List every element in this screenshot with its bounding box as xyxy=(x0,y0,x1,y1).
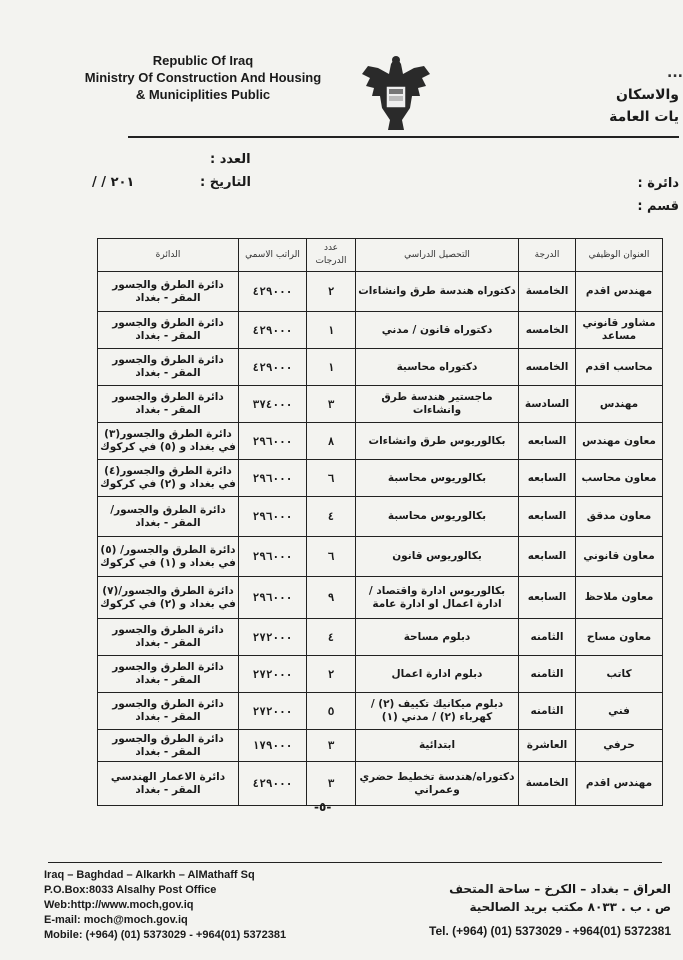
table-row xyxy=(98,762,663,806)
cell-salary: ٣٧٤٠٠٠ xyxy=(239,386,307,423)
footer-ar-pobox: ص . ب . ٨٠٣٣ مكتب بريد الصالحية xyxy=(469,900,671,914)
vacancies-table xyxy=(97,238,663,806)
header-department: الدائرة xyxy=(98,239,239,272)
cell-salary: ٢٧٢٠٠٠ xyxy=(239,693,307,730)
cell-count: ١ xyxy=(307,312,356,349)
cell-qualification: دكتوراه محاسبة xyxy=(356,349,519,386)
section-side-label: قسم : xyxy=(637,199,679,214)
cell-job-title: مهندس اقدم xyxy=(576,272,663,312)
department-side-label: دائرة : xyxy=(637,176,679,191)
cell-qualification: بكالوريوس طرق وانشاءات xyxy=(356,423,519,460)
cell-department: دائرة الطرق والجسور(٣) في بغداد و (٥) في كركوك xyxy=(98,423,239,460)
cell-grade: السابعه xyxy=(519,423,576,460)
cell-grade: السابعه xyxy=(519,577,576,619)
cell-grade: السابعه xyxy=(519,537,576,577)
cell-count: ٣ xyxy=(307,762,356,806)
cell-salary: ١٧٩٠٠٠ xyxy=(239,730,307,762)
cell-count: ٥ xyxy=(307,693,356,730)
cell-qualification: بكالوريوس ادارة واقتصاد / ادارة اعمال او ادارة عامة xyxy=(356,577,519,619)
header-municipalities: & Municiplities Public xyxy=(135,87,271,102)
cell-department: دائرة الطرق والجسور المقر - بغداد xyxy=(98,272,239,312)
footer-address: Iraq – Baghdad – Alkarkh – AlMathaff Sq xyxy=(44,869,255,881)
footer-english xyxy=(44,868,286,943)
cell-qualification: دكتوراه هندسة طرق وانشاءات xyxy=(356,272,519,312)
footer-telephone: Tel. (+964) (01) 5373029 - +964(01) 5372381 xyxy=(429,924,671,938)
cell-department: دائرة الطرق والجسور المقر - بغداد xyxy=(98,312,239,349)
cell-salary: ٢٩٦٠٠٠ xyxy=(239,460,307,497)
footer-email-link[interactable]: E-mail: moch@moch.gov.iq xyxy=(44,914,188,926)
table-row xyxy=(98,537,663,577)
cell-salary: ٢٧٢٠٠٠ xyxy=(239,656,307,693)
table-row xyxy=(98,272,663,312)
header-ar-line3: يات العامة xyxy=(609,109,679,125)
table-row xyxy=(98,619,663,656)
cell-salary: ٤٢٩٠٠٠ xyxy=(239,272,307,312)
cell-qualification: بكالوريوس محاسبة xyxy=(356,497,519,537)
cell-job-title: معاون مساح xyxy=(576,619,663,656)
cell-count: ٢ xyxy=(307,272,356,312)
header-job-title: العنوان الوظيفي xyxy=(576,239,663,272)
cell-grade: العاشرة xyxy=(519,730,576,762)
cell-department: دائرة الطرق والجسور/ (٥) في بغداد و (١) في كركوك xyxy=(98,537,239,577)
ministry-header-english xyxy=(78,52,328,103)
cell-grade: الخامسه xyxy=(519,349,576,386)
cell-qualification: ماجستير هندسة طرق وانشاءات xyxy=(356,386,519,423)
cell-count: ٣ xyxy=(307,730,356,762)
cell-grade: الثامنه xyxy=(519,693,576,730)
table-row xyxy=(98,577,663,619)
table-row xyxy=(98,656,663,693)
cell-grade: السابعه xyxy=(519,497,576,537)
cell-count: ٣ xyxy=(307,386,356,423)
cell-department: دائرة الطرق والجسور المقر - بغداد xyxy=(98,656,239,693)
cell-grade: السادسة xyxy=(519,386,576,423)
cell-job-title: كاتب xyxy=(576,656,663,693)
table-row xyxy=(98,386,663,423)
header-salary: الراتب الاسمي xyxy=(239,239,307,272)
page-number: -٥- xyxy=(314,800,332,814)
cell-count: ٢ xyxy=(307,656,356,693)
table-row xyxy=(98,312,663,349)
cell-qualification: دبلوم ادارة اعمال xyxy=(356,656,519,693)
cell-job-title: مهندس xyxy=(576,386,663,423)
header-ar-line1: ... xyxy=(667,65,683,81)
cell-grade: الخامسة xyxy=(519,762,576,806)
cell-department: دائرة الطرق والجسور المقر - بغداد xyxy=(98,693,239,730)
cell-job-title: معاون ملاحظ xyxy=(576,577,663,619)
cell-grade: السابعه xyxy=(519,460,576,497)
cell-salary: ٤٢٩٠٠٠ xyxy=(239,762,307,806)
cell-job-title: حرفي xyxy=(576,730,663,762)
cell-count: ١ xyxy=(307,349,356,386)
cell-grade: الثامنه xyxy=(519,619,576,656)
cell-count: ٤ xyxy=(307,497,356,537)
cell-count: ٤ xyxy=(307,619,356,656)
cell-job-title: معاون قانوني xyxy=(576,537,663,577)
table-header-row xyxy=(98,239,663,272)
header-divider xyxy=(128,136,679,138)
cell-department: دائرة الطرق والجسور/ المقر - بغداد xyxy=(98,497,239,537)
cell-salary: ٢٩٦٠٠٠ xyxy=(239,537,307,577)
ministry-header-arabic xyxy=(544,62,683,128)
cell-salary: ٢٧٢٠٠٠ xyxy=(239,619,307,656)
cell-job-title: مشاور قانوني مساعد xyxy=(576,312,663,349)
cell-department: دائرة الطرق والجسور المقر - بغداد xyxy=(98,730,239,762)
cell-count: ٦ xyxy=(307,537,356,577)
cell-grade: الثامنه xyxy=(519,656,576,693)
number-label: العدد : xyxy=(210,152,251,167)
table-row xyxy=(98,693,663,730)
cell-salary: ٢٩٦٠٠٠ xyxy=(239,577,307,619)
cell-qualification: بكالوريوس قانون xyxy=(356,537,519,577)
cell-department: دائرة الطرق والجسور/(٧) في بغداد و (٢) في كركوك xyxy=(98,577,239,619)
header-grade: الدرجة xyxy=(519,239,576,272)
cell-job-title: معاون محاسب xyxy=(576,460,663,497)
table-row xyxy=(98,349,663,386)
cell-salary: ٢٩٦٠٠٠ xyxy=(239,497,307,537)
footer-divider xyxy=(48,862,662,863)
header-count: عدد الدرجات xyxy=(307,239,356,272)
cell-count: ٩ xyxy=(307,577,356,619)
date-value: / / ٢٠١ xyxy=(92,175,135,190)
cell-job-title: فني xyxy=(576,693,663,730)
cell-salary: ٢٩٦٠٠٠ xyxy=(239,423,307,460)
cell-job-title: محاسب اقدم xyxy=(576,349,663,386)
footer-mobile: Mobile: (+964) (01) 5373029 - +964(01) 5372381 xyxy=(44,929,287,941)
cell-salary: ٤٢٩٠٠٠ xyxy=(239,349,307,386)
footer-web-link[interactable]: Web:http://www.moch,gov.iq xyxy=(44,899,194,911)
cell-qualification: بكالوريوس محاسبة xyxy=(356,460,519,497)
cell-department: دائرة الطرق والجسور المقر - بغداد xyxy=(98,349,239,386)
iraq-eagle-emblem-icon xyxy=(358,50,434,136)
cell-department: دائرة الطرق والجسور المقر - بغداد xyxy=(98,619,239,656)
cell-salary: ٤٢٩٠٠٠ xyxy=(239,312,307,349)
date-label: التاريخ : xyxy=(200,175,251,190)
table-row xyxy=(98,497,663,537)
cell-count: ٦ xyxy=(307,460,356,497)
header-qualification: التحصيل الدراسي xyxy=(356,239,519,272)
table-row xyxy=(98,730,663,762)
cell-department: دائرة الاعمار الهندسي المقر - بغداد xyxy=(98,762,239,806)
cell-qualification: دبلوم مساحة xyxy=(356,619,519,656)
cell-grade: الخامسه xyxy=(519,312,576,349)
cell-qualification: دبلوم ميكانيك تكييف (٢) /كهرباء (٢) / مدني (١) xyxy=(356,693,519,730)
header-ministry: Ministry Of Construction And Housing xyxy=(84,70,322,85)
footer-ar-address: العراق – بغداد – الكرخ – ساحة المتحف xyxy=(449,882,671,896)
cell-count: ٨ xyxy=(307,423,356,460)
cell-job-title: معاون مدقق xyxy=(576,497,663,537)
table-row xyxy=(98,423,663,460)
footer-pobox: P.O.Box:8033 Alsalhy Post Office xyxy=(44,884,217,896)
cell-department: دائرة الطرق والجسور(٤) في بغداد و (٢) في كركوك xyxy=(98,460,239,497)
cell-qualification: دكتوراه قانون / مدني xyxy=(356,312,519,349)
header-ar-line2: والاسكان xyxy=(615,87,679,103)
cell-qualification: دكتوراه/هندسة تخطيط حضري وعمراني xyxy=(356,762,519,806)
footer-arabic xyxy=(449,880,671,916)
table-row xyxy=(98,460,663,497)
cell-department: دائرة الطرق والجسور المقر - بغداد xyxy=(98,386,239,423)
cell-job-title: مهندس اقدم xyxy=(576,762,663,806)
cell-qualification: ابتدائية xyxy=(356,730,519,762)
header-country: Republic Of Iraq xyxy=(152,53,254,68)
cell-job-title: معاون مهندس xyxy=(576,423,663,460)
cell-grade: الخامسة xyxy=(519,272,576,312)
